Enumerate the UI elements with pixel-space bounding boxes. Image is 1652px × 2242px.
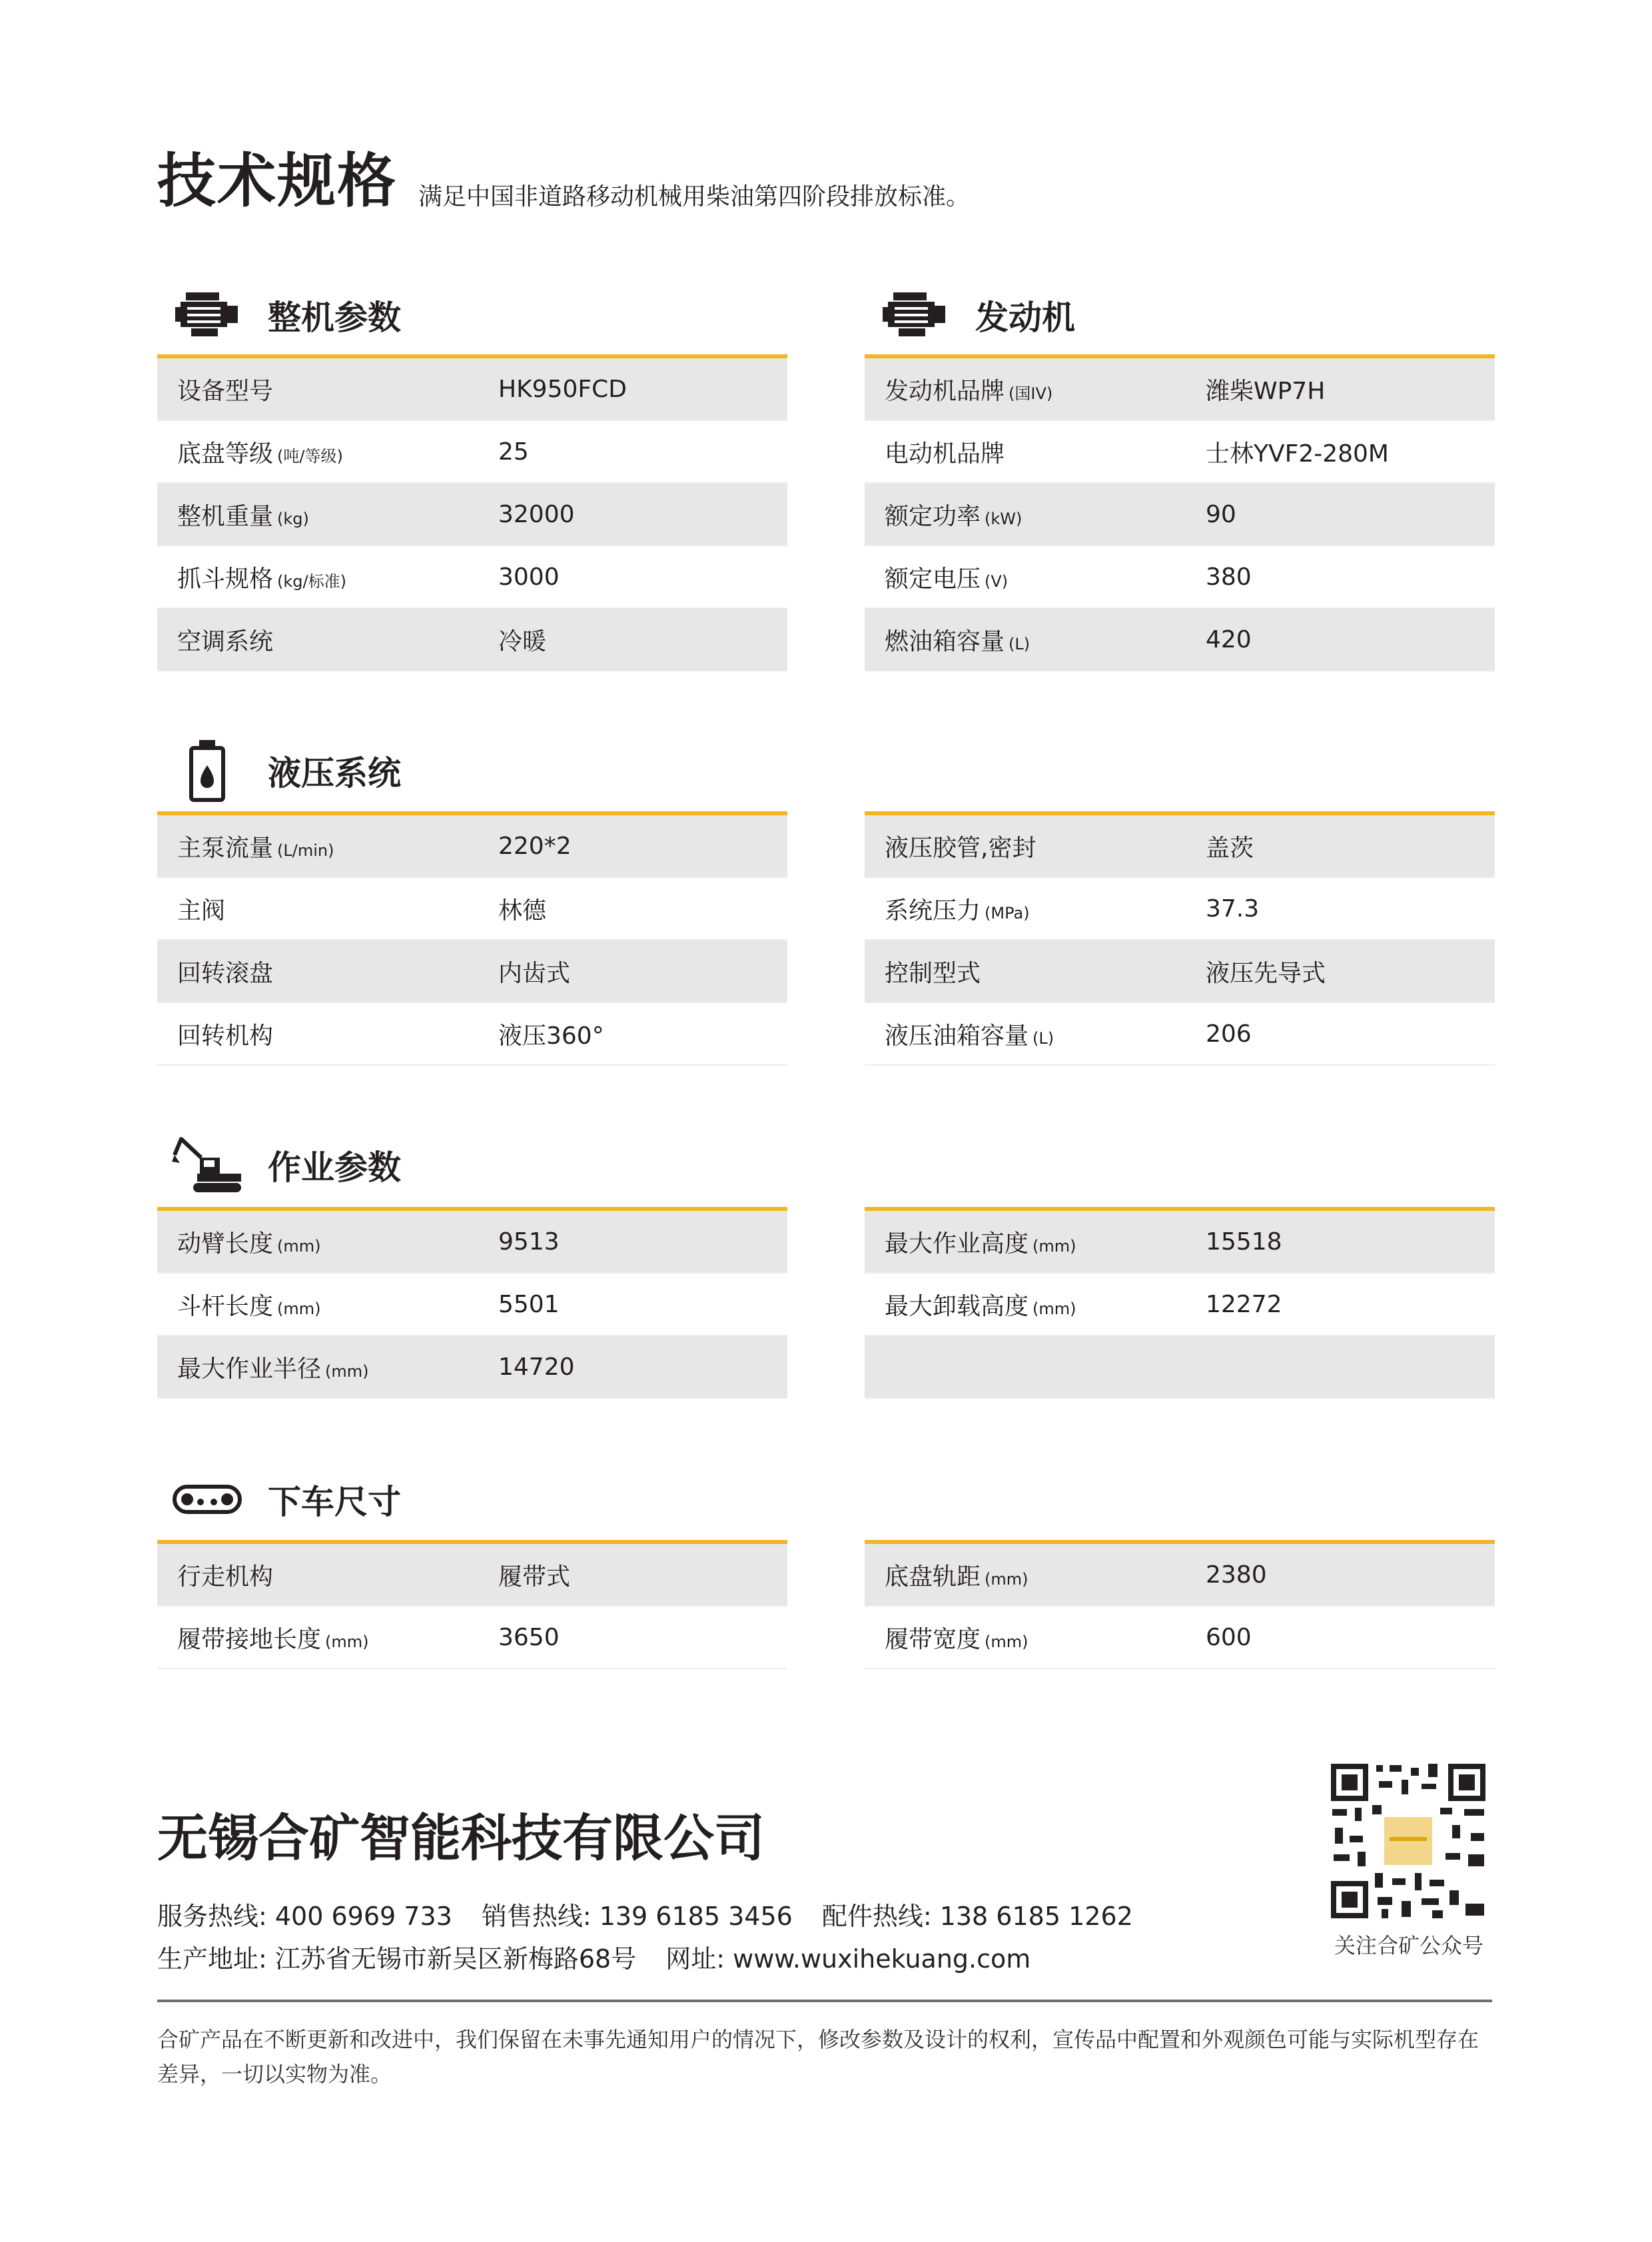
row-value: 2380	[1206, 1561, 1267, 1589]
row-value: 冷暖	[498, 627, 547, 655]
row-label: 最大作业半径 (mm)	[177, 1355, 369, 1383]
engine-icon	[171, 278, 244, 352]
row-value: 液压360°	[498, 1022, 604, 1050]
row-value: 士林YVF2-280M	[1206, 440, 1389, 468]
table-row	[157, 1003, 787, 1066]
table-row	[157, 546, 787, 609]
row-label: 履带接地长度 (mm)	[177, 1625, 369, 1653]
address-line	[157, 1946, 1060, 1972]
row-value: 15518	[1206, 1228, 1282, 1256]
row-value: 液压先导式	[1206, 959, 1326, 987]
row-label: 最大作业高度 (mm)	[885, 1230, 1076, 1258]
section-heading-working	[171, 1128, 401, 1202]
table-row	[157, 1274, 787, 1336]
row-value: 380	[1206, 563, 1252, 591]
row-label: 底盘轨距 (mm)	[885, 1563, 1029, 1591]
table-row	[865, 1211, 1495, 1274]
engine-icon	[878, 278, 951, 352]
row-label: 发动机品牌 (国IV)	[885, 377, 1053, 405]
table-row	[157, 1336, 787, 1399]
website-link[interactable]: 网址: www.wuxihekuang.com	[665, 1944, 1031, 1974]
undercarriage-table-left	[157, 1540, 787, 1669]
row-value: 内齿式	[498, 959, 571, 987]
row-value: 潍柴WP7H	[1206, 377, 1326, 405]
row-value: 206	[1206, 1020, 1252, 1048]
crawler-track-icon	[171, 1463, 244, 1536]
machine-table	[157, 354, 787, 671]
row-label: 设备型号	[177, 377, 274, 405]
row-value: 林德	[498, 897, 547, 925]
row-value: 履带式	[498, 1563, 571, 1591]
working-table-right	[865, 1207, 1495, 1399]
row-value: 32000	[498, 500, 575, 528]
page-title: 技术规格	[157, 147, 398, 215]
section-title: 发动机	[975, 298, 1075, 337]
row-value: 3650	[498, 1623, 560, 1651]
qr-caption: 关注合矿公众号	[1334, 1933, 1483, 1958]
address: 生产地址: 江苏省无锡市新吴区新梅路68号	[157, 1944, 637, 1974]
table-row	[157, 1544, 787, 1607]
table-row	[157, 815, 787, 878]
row-label	[865, 1353, 1206, 1381]
hydraulic-table-left	[157, 811, 787, 1066]
row-label: 履带宽度 (mm)	[885, 1625, 1029, 1653]
table-row	[865, 1607, 1495, 1669]
row-label: 整机重量 (kg)	[177, 502, 309, 530]
table-row	[865, 484, 1495, 546]
row-value: 5501	[498, 1290, 560, 1318]
row-value: 37.3	[1206, 895, 1260, 923]
row-label: 控制型式	[885, 959, 981, 987]
table-row	[157, 421, 787, 484]
footer-divider	[157, 2000, 1492, 2002]
row-label: 额定功率 (kW)	[885, 502, 1023, 530]
table-row	[157, 609, 787, 671]
table-row	[865, 546, 1495, 609]
row-value: 220*2	[498, 832, 572, 860]
row-label: 电动机品牌	[885, 440, 1005, 468]
row-label: 空调系统	[177, 627, 274, 655]
row-label: 斗杆长度 (mm)	[177, 1292, 321, 1320]
row-label: 回转滚盘	[177, 959, 274, 987]
qr-code-icon	[1328, 1761, 1488, 1921]
section-title: 下车尺寸	[268, 1483, 401, 1521]
row-label: 主泵流量 (L/min)	[177, 834, 334, 862]
table-row	[865, 1336, 1495, 1399]
row-label: 最大卸载高度 (mm)	[885, 1292, 1076, 1320]
working-table-left	[157, 1207, 787, 1399]
row-label: 系统压力 (MPa)	[885, 897, 1030, 925]
row-label: 行走机构	[177, 1563, 274, 1591]
disclaimer: 合矿产品在不断更新和改进中，我们保留在未事先通知用户的情况下，修改参数及设计的权利，宣传品中配置和外观颜色可能与实际机型存在差异，一切以实物为准。	[157, 2027, 1479, 2087]
row-label: 燃油箱容量 (L)	[885, 627, 1031, 655]
table-row	[157, 878, 787, 940]
table-row	[865, 815, 1495, 878]
section-heading-hydraulic	[171, 734, 401, 807]
section-title: 整机参数	[268, 298, 401, 337]
row-label: 液压胶管,密封	[885, 834, 1036, 862]
row-value: 盖茨	[1206, 834, 1254, 862]
table-row	[865, 940, 1495, 1003]
table-row	[865, 609, 1495, 671]
service-hotline: 服务热线: 400 6969 733	[157, 1902, 452, 1931]
table-row	[865, 421, 1495, 484]
hotlines	[157, 1904, 1162, 1929]
table-row	[157, 484, 787, 546]
page-subtitle: 满足中国非道路移动机械用柴油第四阶段排放标准。	[418, 183, 971, 210]
row-label: 底盘等级 (吨/等级)	[177, 440, 343, 468]
row-value: 3000	[498, 563, 560, 591]
section-title: 作业参数	[268, 1148, 401, 1187]
row-value: 25	[498, 438, 529, 466]
table-row	[157, 940, 787, 1003]
table-row	[865, 1274, 1495, 1336]
table-row	[157, 1211, 787, 1274]
table-row	[865, 1544, 1495, 1607]
table-row	[157, 1607, 787, 1669]
section-title: 液压系统	[268, 754, 401, 793]
row-value: 12272	[1206, 1290, 1282, 1318]
engine-table	[865, 354, 1495, 671]
row-value: HK950FCD	[498, 375, 627, 403]
row-label: 主阀	[177, 897, 226, 925]
row-label: 动臂长度 (mm)	[177, 1230, 321, 1258]
table-row	[865, 358, 1495, 421]
parts-hotline: 配件热线: 138 6185 1262	[821, 1902, 1133, 1931]
table-row	[157, 358, 787, 421]
row-label: 抓斗规格 (kg/标准)	[177, 565, 346, 593]
section-heading-undercarriage	[171, 1463, 401, 1536]
row-label: 回转机构	[177, 1022, 274, 1050]
row-label: 液压油箱容量 (L)	[885, 1022, 1054, 1050]
row-value: 14720	[498, 1353, 575, 1381]
row-label: 额定电压 (V)	[885, 565, 1009, 593]
row-value: 9513	[498, 1228, 560, 1256]
undercarriage-table-right	[865, 1540, 1495, 1669]
sales-hotline: 销售热线: 139 6185 3456	[481, 1902, 793, 1931]
section-heading-engine	[878, 278, 1075, 352]
table-row	[865, 1003, 1495, 1066]
row-value: 420	[1206, 625, 1252, 653]
row-value: 600	[1206, 1623, 1252, 1651]
row-value: 90	[1206, 500, 1236, 528]
company-name: 无锡合矿智能科技有限公司	[157, 1808, 765, 1868]
section-heading-machine	[171, 278, 401, 352]
hydraulic-table-right	[865, 811, 1495, 1066]
hydraulic-tank-icon	[171, 734, 244, 807]
excavator-icon	[171, 1128, 244, 1202]
table-row	[865, 878, 1495, 940]
